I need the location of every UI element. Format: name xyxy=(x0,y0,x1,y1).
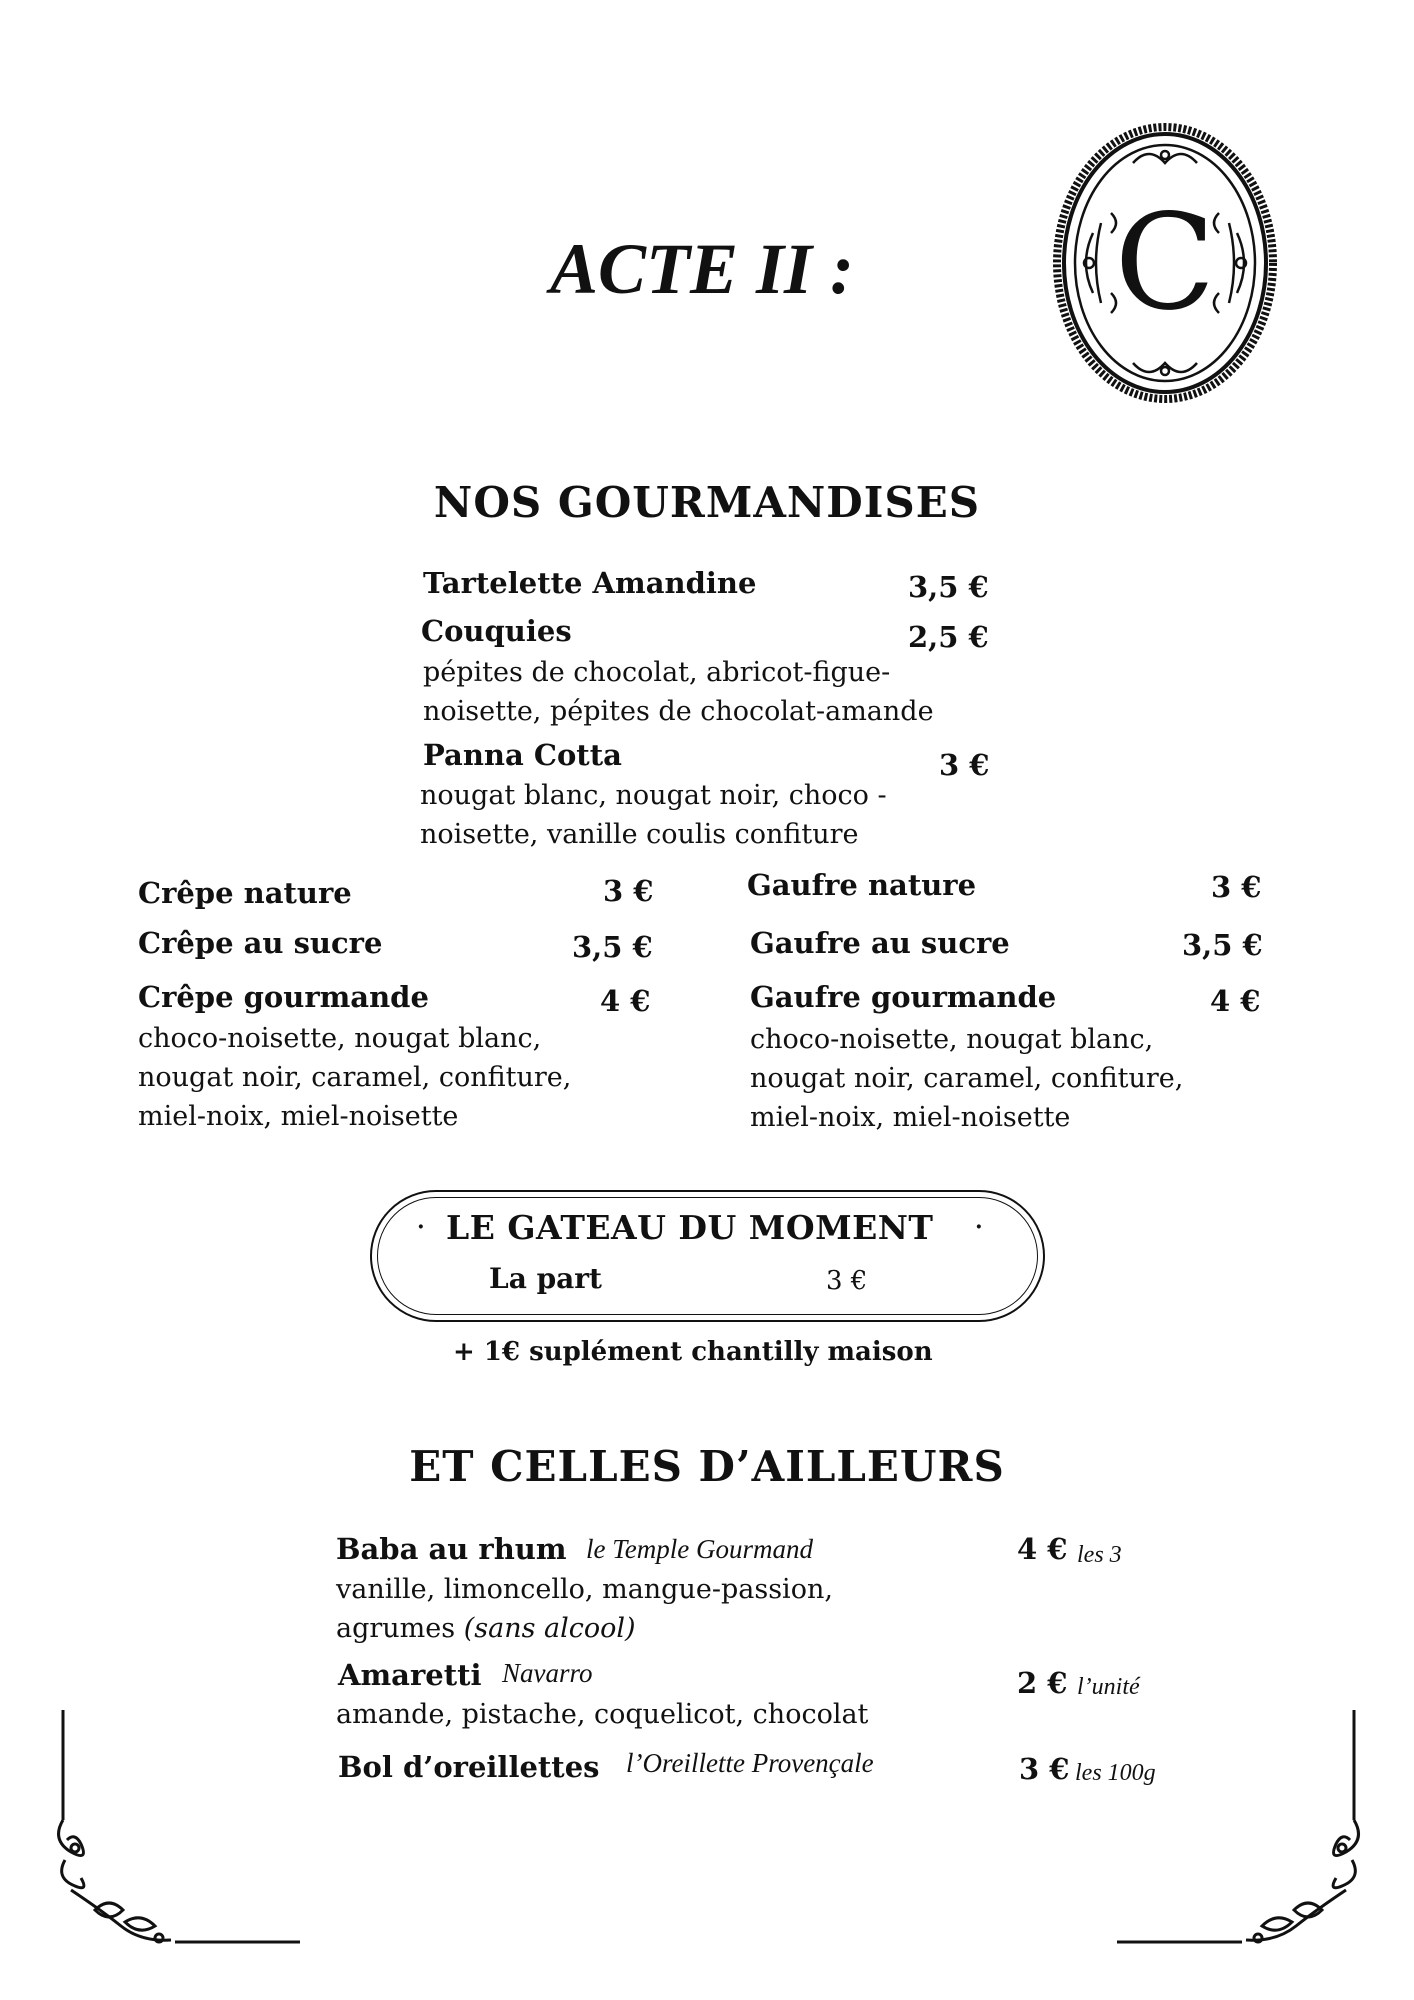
item-description: nougat blanc, nougat noir, choco - xyxy=(420,780,887,811)
corner-flourish-left-icon xyxy=(55,1710,305,1950)
crepe-description: choco-noisette, nougat blanc, xyxy=(138,1023,542,1054)
item-price: 4 € xyxy=(1017,1532,1068,1566)
crepe-name: Crêpe nature xyxy=(138,876,352,910)
item-description: noisette, pépites de chocolat-amande xyxy=(423,696,934,727)
decorative-dot: · xyxy=(975,1214,983,1240)
gaufre-price: 3,5 € xyxy=(1182,928,1263,962)
gaufre-name: Gaufre nature xyxy=(747,868,977,902)
item-description: amande, pistache, coquelicot, chocolat xyxy=(336,1699,869,1730)
gateau-du-moment-title: LE GATEAU DU MOMENT xyxy=(446,1208,934,1247)
crepe-price: 4 € xyxy=(600,984,651,1018)
gaufre-description: nougat noir, caramel, confiture, xyxy=(750,1063,1184,1094)
item-description-italic: (sans alcool) xyxy=(463,1613,636,1644)
item-description: pépites de chocolat, abricot-figue- xyxy=(423,657,891,688)
item-unit: les 100g xyxy=(1075,1760,1156,1786)
item-name: Bol d’oreillettes xyxy=(338,1750,600,1784)
logo-letter: C xyxy=(1114,186,1216,340)
gateau-part-label: La part xyxy=(489,1262,602,1295)
item-price: 3 € xyxy=(1019,1752,1070,1786)
page-title: ACTE II : xyxy=(549,229,855,309)
logo xyxy=(1053,123,1277,403)
item-price: 2 € xyxy=(1017,1666,1068,1700)
gaufre-description: miel-noix, miel-noisette xyxy=(750,1102,1071,1133)
gaufre-description: choco-noisette, nougat blanc, xyxy=(750,1024,1154,1055)
gaufre-name: Gaufre au sucre xyxy=(750,926,1010,960)
section-heading-gourmandises: NOS GOURMANDISES xyxy=(433,478,981,527)
decorative-dot: · xyxy=(417,1214,425,1240)
item-name: Tartelette Amandine xyxy=(423,566,757,600)
gaufre-price: 3 € xyxy=(1211,870,1262,904)
item-unit: l’unité xyxy=(1077,1674,1140,1700)
item-supplier: le Temple Gourmand xyxy=(586,1534,813,1564)
item-price: 3 € xyxy=(939,748,990,782)
item-description: vanille, limoncello, mangue-passion, xyxy=(336,1574,833,1605)
crepe-price: 3,5 € xyxy=(572,930,653,964)
gateau-part-price: 3 € xyxy=(826,1266,868,1296)
item-description xyxy=(336,1609,636,1648)
item-supplier: Navarro xyxy=(502,1658,593,1688)
item-name: Couquies xyxy=(421,614,572,648)
corner-flourish-right-icon xyxy=(1112,1710,1362,1950)
section-heading-ailleurs: ET CELLES D’AILLEURS xyxy=(409,1442,1005,1491)
gaufre-name: Gaufre gourmande xyxy=(750,980,1057,1014)
item-unit: les 3 xyxy=(1077,1542,1122,1568)
chantilly-supplement: + 1€ suplément chantilly maison xyxy=(453,1337,933,1367)
item-name: Amaretti xyxy=(338,1658,482,1692)
item-name: Baba au rhum xyxy=(336,1532,567,1566)
crepe-description: nougat noir, caramel, confiture, xyxy=(138,1062,572,1093)
item-supplier: l’Oreillette Provençale xyxy=(626,1748,874,1778)
item-price: 2,5 € xyxy=(908,620,989,654)
item-description: noisette, vanille coulis confiture xyxy=(420,819,859,850)
crepe-name: Crêpe au sucre xyxy=(138,926,383,960)
crepe-price: 3 € xyxy=(603,874,654,908)
gaufre-price: 4 € xyxy=(1210,984,1261,1018)
crepe-name: Crêpe gourmande xyxy=(138,980,429,1014)
crepe-description: miel-noix, miel-noisette xyxy=(138,1101,459,1132)
item-price: 3,5 € xyxy=(908,570,989,604)
item-name: Panna Cotta xyxy=(423,738,622,772)
item-description-text: agrumes xyxy=(336,1613,464,1644)
